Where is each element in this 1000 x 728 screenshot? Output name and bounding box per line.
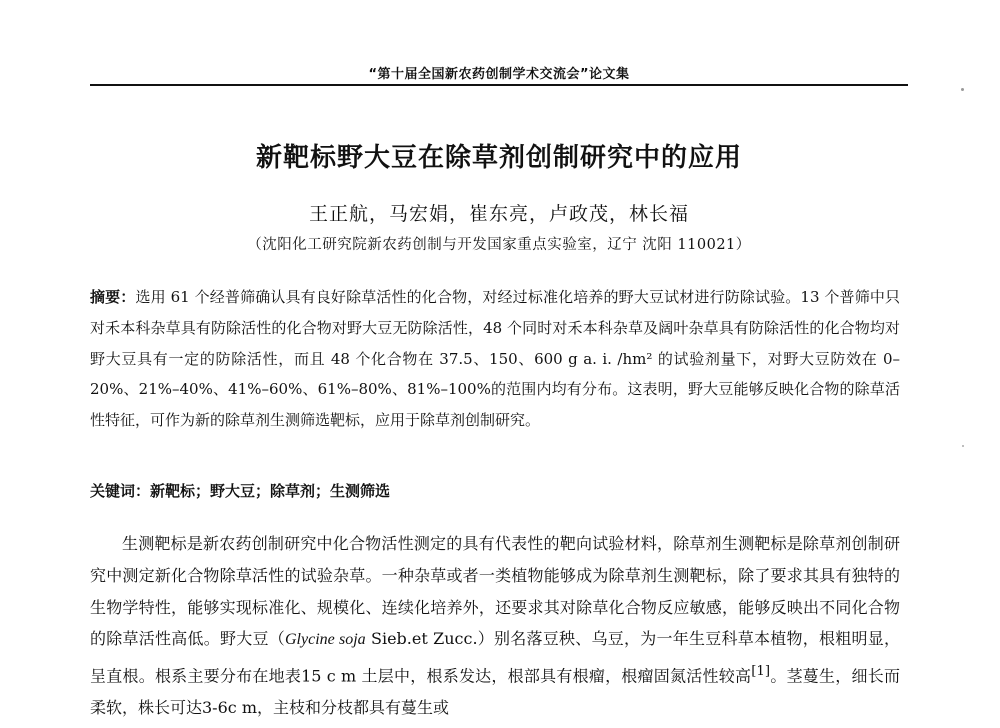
keywords-text: 新靶标；野大豆；除草剂；生测筛选	[150, 482, 391, 500]
body-text-3: 。茎蔓生，细长而柔软，株长可达3-6c m，主枝和分枝都具有蔓生或	[90, 666, 900, 718]
author-list: 王正航，马宏娟，崔东亮，卢政茂，林长福	[308, 203, 689, 225]
body-text-2: Sieb.et Zucc.）别名落豆秧、乌豆，为一年生豆科草本植物，根粗明显，呈直根。根系主要分布在地表15 c m 土层中，根系发达，根部具有根瘤，根瘤固氮活性较高	[90, 629, 900, 686]
scan-speck	[961, 88, 964, 91]
header-rule	[90, 84, 908, 86]
species-name: Glycine soja	[284, 631, 366, 649]
abstract	[90, 282, 900, 436]
abstract-label: 摘要：	[90, 288, 136, 306]
keywords	[90, 480, 900, 501]
citation-ref[interactable]: [1]	[751, 664, 771, 680]
scan-speck	[962, 445, 964, 447]
paper-title: 新靶标野大豆在除草剂创制研究中的应用	[255, 143, 742, 173]
running-header: “第十届全国新农药创制学术交流会”论文集	[368, 67, 630, 82]
abstract-text: 选用 61 个经普筛确认具有良好除草活性的化合物，对经过标准化培养的野大豆试材进行防除试验。13 个普筛中只对禾本科杂草具有防除活性的化合物对野大豆无防除活性，48 个同时对禾本科杂草及阔叶杂草具有防除活性的化合物均对野大豆具有一定的防除活性，而且 48 个化合物在 37.5、150、600 g a. i. /hm² 的试验剂量下，对野大豆防效在 0–20%、21%–40%、41%–60%、61%–80%、81%–100%的范围内均有分布。这表明，野大豆能够反映化合物的除草活性特征，可作为新的除草剂生测筛选靶标，应用于除草剂创制研究。	[90, 288, 900, 430]
keywords-label: 关键词：	[90, 482, 151, 500]
body-paragraph	[90, 528, 900, 724]
body-text-1: 生测靶标是新农药创制研究中化合物活性测定的具有代表性的靶向试验材料，除草剂生测靶标是除草剂创制研究中测定新化合物除草活性的试验杂草。一种杂草或者一类植物能够成为除草剂生测靶标，除了要求其具有独特的生物学特性，能够实现标准化、规模化、连续化培养外，还要求其对除草化合物反应敏感，能够反映出不同化合物的除草活性高低。野大豆（	[90, 534, 900, 649]
affiliation: （沈阳化工研究院新农药创制与开发国家重点实验室，辽宁 沈阳 110021）	[247, 237, 751, 253]
